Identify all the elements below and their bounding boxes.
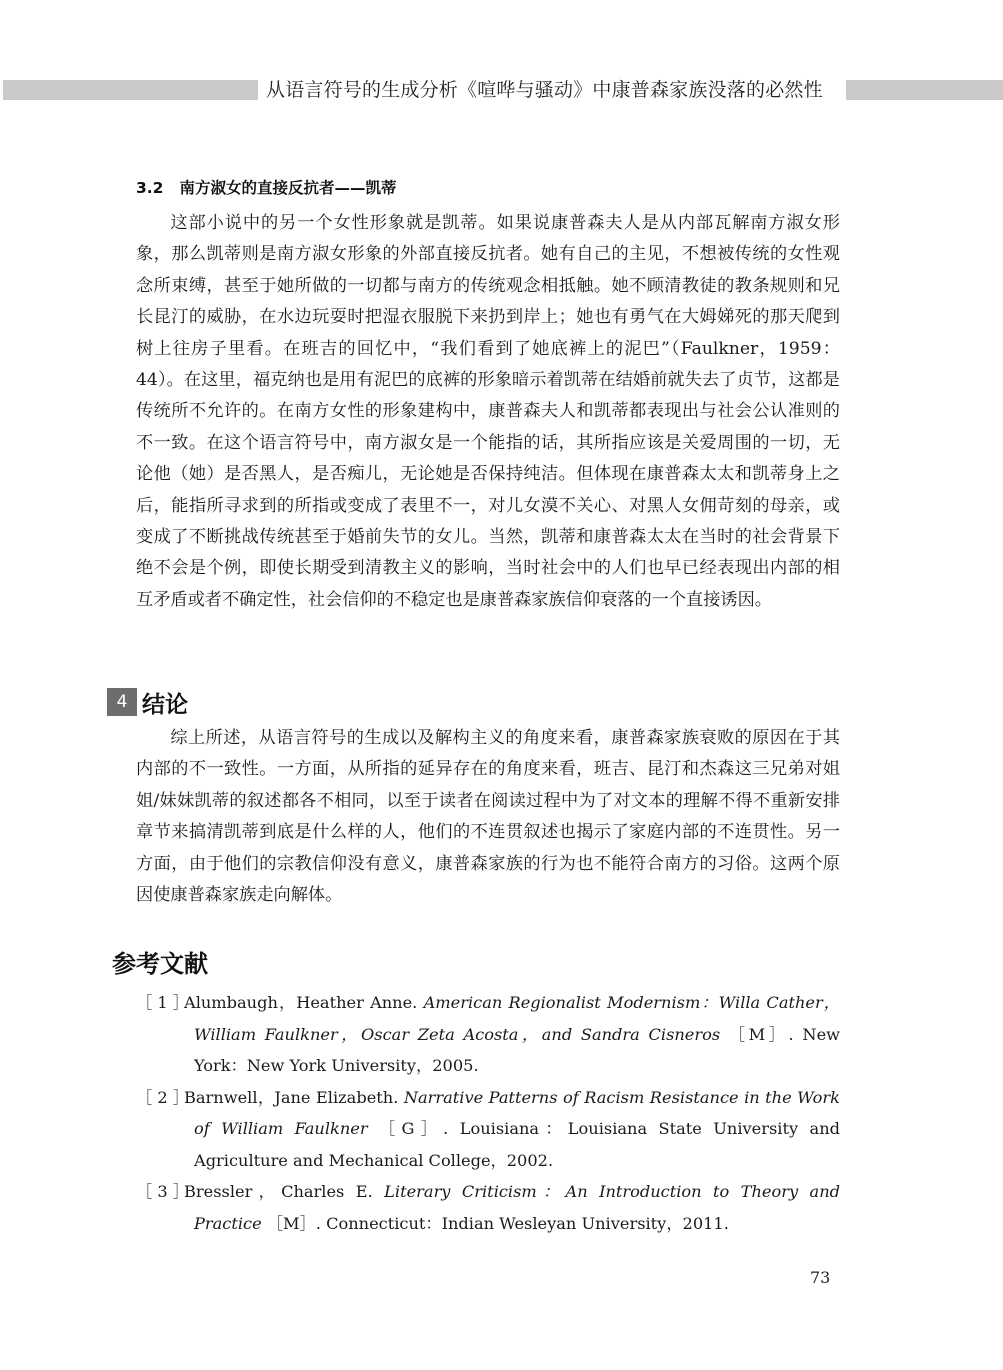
reference-details: ［M］. New York：New York University，2005.: [194, 1024, 841, 1075]
reference-title: American Regionalist Modernism：Willa Cather，William Faulkner，Oscar Zeta Acosta，and Sandra Cisneros: [194, 993, 840, 1044]
reference-item: [136, 987, 840, 1082]
references-list: [136, 987, 840, 1239]
reference-index: ［ 2 ］: [136, 1087, 189, 1107]
running-header-title: 从语言符号的生成分析《喧哗与骚动》中康普森家族没落的必然性: [266, 79, 823, 101]
reference-index: ［ 3 ］: [136, 1182, 189, 1201]
reference-item: [136, 1082, 840, 1177]
subsection-number: 3.2: [136, 179, 164, 197]
reference-authors: Bressler，Charles E.: [184, 1182, 373, 1201]
subsection-title: 南方淑女的直接反抗者——凯蒂: [179, 179, 397, 197]
reference-authors: Alumbaugh，Heather Anne.: [184, 993, 418, 1012]
section-title: 结论: [142, 691, 188, 718]
reference-details: ［G］. Louisiana：Louisiana State University and Agriculture and Mechanical College，2002.: [194, 1119, 841, 1170]
header-bar-right: [846, 80, 1003, 100]
body-paragraph: 这部小说中的另一个女性形象就是凯蒂。如果说康普森夫人是从内部瓦解南方淑女形象，那么凯蒂则是南方淑女形象的外部直接反抗者。她有自己的主见，不想被传统的女性观念所束缚，甚至于她所做的一切都与南方的传统观念相抵触。她不顾清教徒的教条规则和兄长昆汀的威胁，在水边玩耍时把湿衣服脱下来扔到岸上；她也有勇气在大姆娣死的那天爬到树上往房子里看。在班吉的回忆中，“我们看到了她底裤上的泥巴”（Faulkner，1959：44）。在这里，福克纳也是用有泥巴的底裤的形象暗示着凯蒂在结婚前就失去了贞节，这都是传统所不允许的。在南方女性的形象建构中，康普森夫人和凯蒂都表现出与社会公认准则的不一致。在这个语言符号中，南方淑女是一个能指的话，其所指应该是关爱周围的一切，无论他（她）是否黑人，是否痴儿，无论她是否保持纯洁。但体现在康普森太太和凯蒂身上之后，能指所寻求到的所指或变成了表里不一，对儿女漠不关心、对黑人女佣苛刻的母亲，或变成了不断挑战传统甚至于婚前失节的女儿。当然，凯蒂和康普森太太在当时的社会背景下绝不会是个例，即使长期受到清教主义的影响，当时社会中的人们也早已经表现出内部的相互矛盾或者不确定性，社会信仰的不稳定也是康普森家族信仰衰落的一个直接诱因。: [136, 213, 840, 610]
reference-authors: Barnwell，Jane Elizabeth.: [184, 1087, 399, 1107]
running-header: [0, 78, 1003, 102]
header-bar-left: [3, 80, 258, 100]
section-heading: [107, 686, 188, 718]
conclusion-paragraph: 综上所述，从语言符号的生成以及解构主义的角度来看，康普森家族衰败的原因在于其内部的不一致性。一方面，从所指的延异存在的角度来看，班吉、昆汀和杰森这三兄弟对姐姐/妹妹凯蒂的叙述都各不相同，以至于读者在阅读过程中为了对文本的理解不得不重新安排章节来搞清凯蒂到底是什么样的人，他们的不连贯叙述也揭示了家庭内部的不连贯性。另一方面，由于他们的宗教信仰没有意义，康普森家族的行为也不能符合南方的习俗。这两个原因使康普森家族走向解体。: [136, 728, 840, 906]
references-heading: 参考文献: [112, 950, 208, 978]
reference-title: Literary Criticism：An Introduction to Theory and Practice: [194, 1182, 840, 1233]
page-number: 73: [810, 1268, 831, 1287]
reference-index: ［ 1 ］: [136, 993, 189, 1012]
subsection-heading: [136, 176, 396, 198]
reference-title: Narrative Patterns of Racism Resistance in the Work of William Faulkner: [194, 1087, 840, 1138]
reference-details: ［M］. Connecticut：Indian Wesleyan University，2011.: [266, 1213, 729, 1233]
section-number-badge: 4: [107, 688, 137, 716]
reference-item: [136, 1176, 840, 1239]
